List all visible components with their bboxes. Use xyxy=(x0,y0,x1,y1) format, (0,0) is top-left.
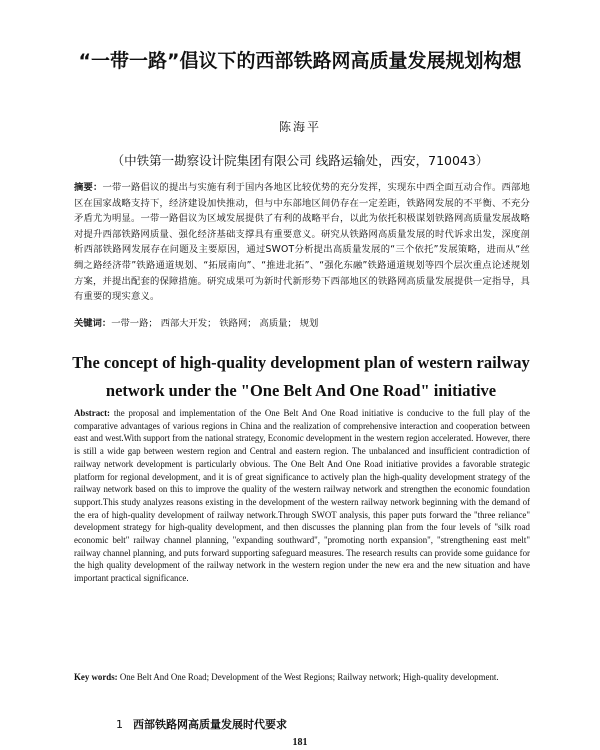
chinese-title: “一带一路”倡议下的西部铁路网高质量发展规划构想 xyxy=(78,50,522,72)
english-abstract xyxy=(74,407,530,585)
chinese-keywords-label: 关键词： xyxy=(74,318,112,329)
english-keywords-label: Key words: xyxy=(74,672,118,682)
author-affiliation: （中铁第一勘察设计院集团有限公司 线路运输处，西安，710043） xyxy=(111,153,489,168)
english-abstract-text: the proposal and implementation of the One Belt And One Road initiative is conducive to the full play of the comparative advantages of various regions in China and the realization of comprehensive interaction and cooperation between east and west.With support from the national strategy, Economic development in the western region accelerated. However, there is still a wide gap between western region and Central and eastern region. The unbalanced and insufficient contradiction of railway network development is particularly obvious. The One Belt And One Road initiative provides a favorable strategic platform for regional development, and it is of great significance to actively plan the high-quality development strategy of the railway network based on this to improve the quality of the western railway network and strengthen the economic foundation support.This study analyzes reasons existing in the development of the western railway network beginning with the demand of the era of high-quality development of railway network.Through SWOT analysis, this paper puts forward the "three reliance" development strategy for high-quality development, and then discusses the planning plan from the four levels of "silk road economic belt" railway channel planning, "expanding southward", "promoting north expansion", "strengthening east melt" railway channel planning, and puts forward supporting safeguard measures. The research results can provide some guidance for the high quality development of the railway network in the western region under the new era and the new situation and have important practical significance. xyxy=(74,408,530,584)
chinese-abstract xyxy=(74,180,530,305)
chinese-keywords xyxy=(74,317,530,331)
chinese-keywords-text: 一带一路； 西部大开发； 铁路网； 高质量； 规划 xyxy=(111,318,319,329)
chinese-abstract-label: 摘要： xyxy=(74,182,103,193)
author-name: 陈海平 xyxy=(278,120,321,134)
section-number: 1 xyxy=(116,718,123,731)
english-keywords xyxy=(74,671,530,684)
chinese-abstract-text: 一带一路倡议的提出与实施有利于国内各地区比较优势的充分发挥，实现东中西全面互动合作。西部地区在国家战略支持下，经济建设加快推动，但与中东部地区间仍存在一定差距，铁路网发展的不平衡、不充分矛盾尤为明显。一带一路倡议为区域发展提供了有利的战略平台，以此为依托积极谋划铁路网高质量发展战略对提升西部铁路网质量、强化经济基础支撑具有重要意义。研究从铁路网高质量发展的时代诉求出发，深度剖析西部铁路网发展存在问题及主要原因，通过SWOT分析提出高质量发展的“三个依托”发展策略，进而从“丝绸之路经济带”铁路通道规划、“拓展南向”、“推进北拓”、“强化东融”铁路通道规划等四个层次重点论述规划方案，并提出配套的保障措施。研究成果可为新时代新形势下西部地区的铁路网高质量发展提供一定指导，具有重要的现实意义。 xyxy=(74,182,530,303)
section-heading xyxy=(116,716,287,732)
english-abstract-label: Abstract: xyxy=(74,408,110,418)
english-title: The concept of high-quality development plan of western railway network under the "One Belt And One Road" initiative xyxy=(72,353,530,400)
page-number: 181 xyxy=(292,737,308,748)
section-title: 西部铁路网高质量发展时代要求 xyxy=(133,718,287,731)
english-keywords-text: One Belt And One Road; Development of the West Regions; Railway network; High-quality development. xyxy=(119,672,499,682)
